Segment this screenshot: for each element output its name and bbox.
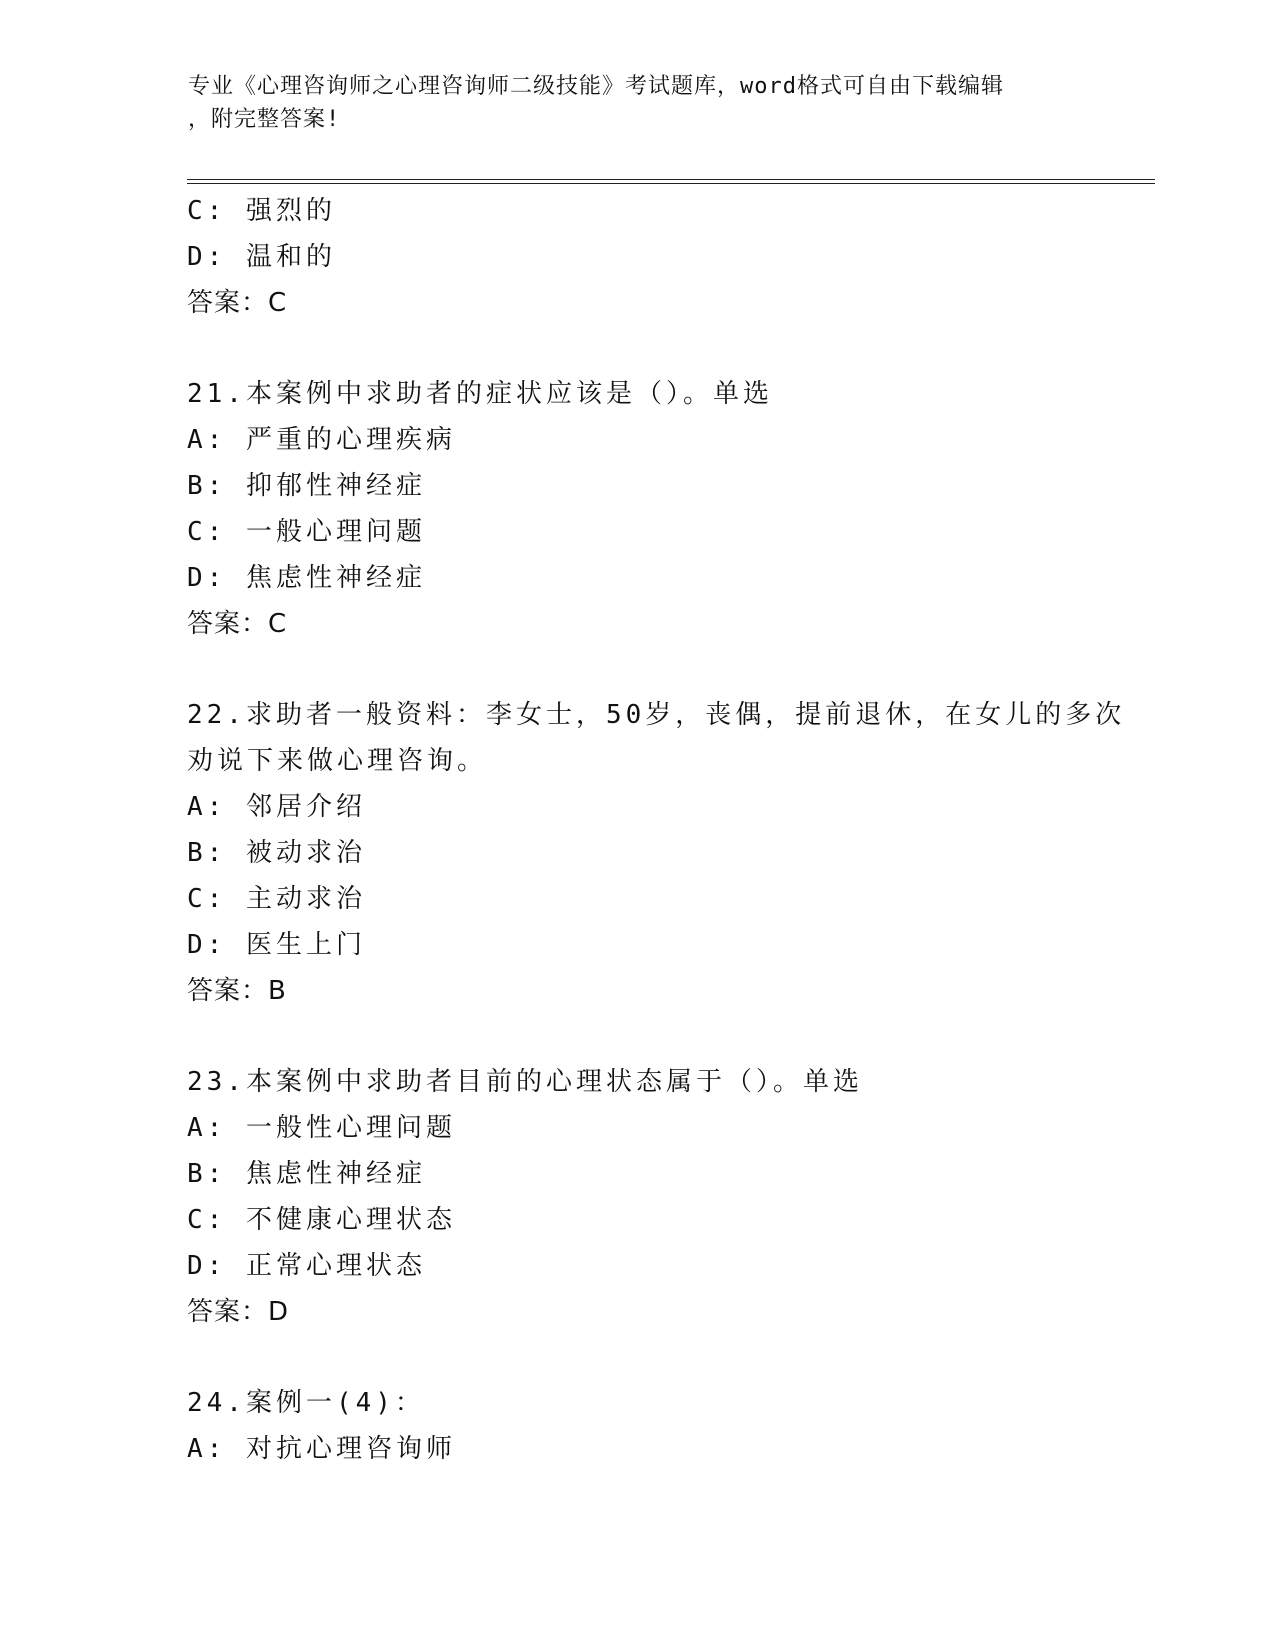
question-stem: 24.案例一(4)：: [187, 1388, 425, 1418]
option-c: C: 不健康心理状态: [187, 1205, 456, 1235]
question-stem-line-1: 22.求助者一般资料：李女士，50岁，丧偶，提前退休，在女儿的多次: [187, 700, 1126, 730]
option-c: C: 主动求治: [187, 884, 366, 914]
question-stem: 23.本案例中求助者目前的心理状态属于（）。单选: [187, 1067, 863, 1097]
answer-label: 答案：C: [187, 288, 288, 318]
option-d: D: 温和的: [187, 242, 336, 272]
answer-label: 答案：D: [187, 1297, 290, 1327]
question-block-23: [187, 1059, 1147, 1335]
answer-label: 答案：B: [187, 976, 287, 1006]
question-block-prev: [187, 188, 1147, 326]
option-a: A: 严重的心理疾病: [187, 425, 456, 455]
question-stem-line-2: 劝说下来做心理咨询。: [187, 746, 488, 776]
header-divider-top: [187, 179, 1155, 180]
option-b: B: 焦虑性神经症: [187, 1159, 426, 1189]
option-d: D: 正常心理状态: [187, 1251, 426, 1281]
question-list: [187, 188, 1147, 1472]
option-c: C: 强烈的: [187, 196, 336, 226]
question-stem: 21.本案例中求助者的症状应该是（）。单选: [187, 379, 773, 409]
option-a: A: 邻居介绍: [187, 792, 366, 822]
option-a: A: 一般性心理问题: [187, 1113, 456, 1143]
option-d: D: 医生上门: [187, 930, 366, 960]
answer-label: 答案：C: [187, 609, 288, 639]
option-b: B: 抑郁性神经症: [187, 471, 426, 501]
question-block-22: [187, 692, 1147, 1014]
document-header: [188, 70, 1088, 136]
header-divider-bottom: [187, 183, 1155, 184]
question-block-24: [187, 1380, 1147, 1472]
option-c: C: 一般心理问题: [187, 517, 426, 547]
header-line-2: ，附完整答案!: [188, 107, 341, 132]
question-block-21: [187, 371, 1147, 647]
option-b: B: 被动求治: [187, 838, 366, 868]
option-a: A: 对抗心理咨询师: [187, 1434, 456, 1464]
option-d: D: 焦虑性神经症: [187, 563, 426, 593]
header-line-1: 专业《心理咨询师之心理咨询师二级技能》考试题库，word格式可自由下载编辑: [188, 74, 1004, 99]
